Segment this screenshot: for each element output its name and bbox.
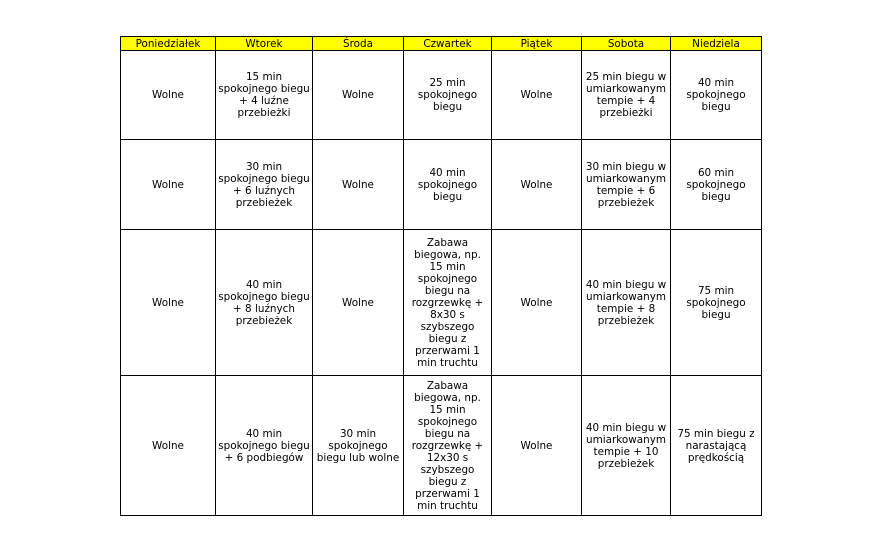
table-cell: Wolne xyxy=(492,376,582,516)
header-row xyxy=(121,37,762,51)
header-tuesday: Wtorek xyxy=(216,37,313,51)
header-friday: Piątek xyxy=(492,37,582,51)
table-cell: 40 min biegu w umiarkowanym tempie + 10 przebieżek xyxy=(582,376,671,516)
table-row xyxy=(121,376,762,516)
table-cell: Wolne xyxy=(492,51,582,140)
header-sunday: Niedziela xyxy=(671,37,762,51)
table-cell: 30 min spokojnego biegu lub wolne xyxy=(313,376,404,516)
table-row xyxy=(121,230,762,376)
table-cell: 40 min biegu w umiarkowanym tempie + 8 przebieżek xyxy=(582,230,671,376)
table-row xyxy=(121,51,762,140)
table-cell: Wolne xyxy=(121,51,216,140)
table-cell: Wolne xyxy=(121,230,216,376)
table-row xyxy=(121,140,762,230)
header-saturday: Sobota xyxy=(582,37,671,51)
table-cell: Wolne xyxy=(313,140,404,230)
training-plan-table xyxy=(120,36,762,516)
table-cell: 30 min spokojnego biegu + 6 luźnych przebieżek xyxy=(216,140,313,230)
table-cell: 25 min biegu w umiarkowanym tempie + 4 przebieżki xyxy=(582,51,671,140)
header-wednesday: Środa xyxy=(313,37,404,51)
table-cell: 25 min spokojnego biegu xyxy=(404,51,492,140)
table-cell: 30 min biegu w umiarkowanym tempie + 6 przebieżek xyxy=(582,140,671,230)
table-cell: 75 min biegu z narastającą prędkością xyxy=(671,376,762,516)
table-cell: Wolne xyxy=(121,376,216,516)
table-cell: Wolne xyxy=(121,140,216,230)
table-cell: 40 min spokojnego biegu + 8 luźnych przebieżek xyxy=(216,230,313,376)
table-cell: 60 min spokojnego biegu xyxy=(671,140,762,230)
table-cell: Wolne xyxy=(492,140,582,230)
table-cell: 15 min spokojnego biegu + 4 luźne przebieżki xyxy=(216,51,313,140)
table-cell: Wolne xyxy=(313,51,404,140)
table-cell: Zabawa biegowa, np. 15 min spokojnego biegu na rozgrzewkę + 12x30 s szybszego biegu z przerwami 1 min truchtu xyxy=(404,376,492,516)
table-cell: Wolne xyxy=(492,230,582,376)
header-monday: Poniedziałek xyxy=(121,37,216,51)
table-cell: Zabawa biegowa, np. 15 min spokojnego biegu na rozgrzewkę + 8x30 s szybszego biegu z przerwami 1 min truchtu xyxy=(404,230,492,376)
table-cell: Wolne xyxy=(313,230,404,376)
table-cell: 75 min spokojnego biegu xyxy=(671,230,762,376)
table-cell: 40 min spokojnego biegu xyxy=(404,140,492,230)
table-cell: 40 min spokojnego biegu xyxy=(671,51,762,140)
table-cell: 40 min spokojnego biegu + 6 podbiegów xyxy=(216,376,313,516)
header-thursday: Czwartek xyxy=(404,37,492,51)
